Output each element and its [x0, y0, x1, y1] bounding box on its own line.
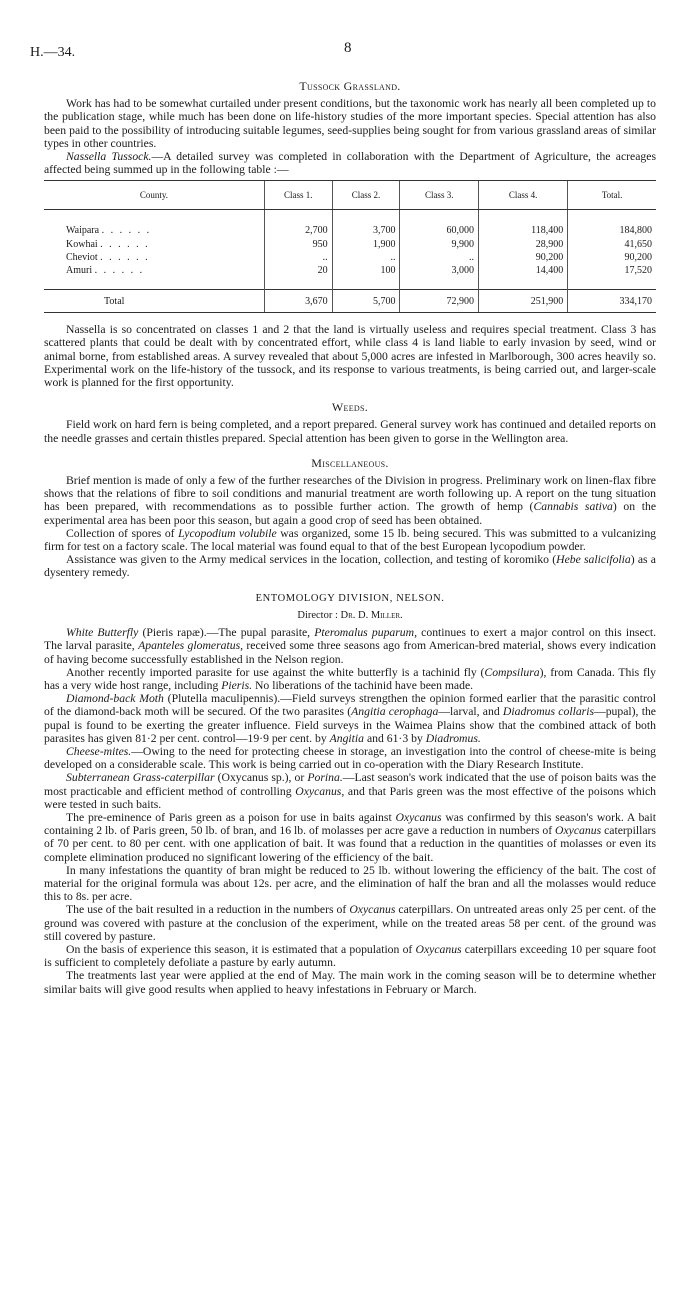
table-cell: 20 [264, 264, 332, 290]
table-cell: 100 [332, 264, 400, 290]
table-cell: .. [400, 251, 479, 264]
paragraph: In many infestations the quantity of bran might be reduced to 25 lb. without lowering the efficiency of the bait. The cost of material for the original formula was about 12s. per acre, and the elimination of half the bran and all the molasses would reduce this to 8s. per acre. [44, 863, 656, 904]
acreage-table [44, 180, 656, 313]
table-cell: 72,900 [400, 290, 479, 313]
table-row [44, 210, 656, 238]
section-heading-weeds: Weeds. [331, 400, 369, 415]
paragraph: Subterranean Grass-caterpillar (Oxycanus sp.), or Porina.—Last season's work indicated that the use of poison baits was the most practicable and efficient method of controlling Oxycanus, and that Paris green was the most effective of the poisons which were tested in such baits. [44, 771, 657, 811]
table-header: Class 3. [400, 181, 479, 210]
table-cell: 90,200 [568, 251, 656, 264]
table-header: Class 1. [264, 181, 332, 210]
table-cell: 17,520 [568, 264, 656, 290]
table-header: Class 4. [478, 181, 567, 210]
table-cell: 90,200 [478, 251, 567, 264]
table-cell: 2,700 [264, 210, 332, 238]
page-content [44, 76, 656, 996]
table-header: County. [44, 181, 264, 210]
table-header-row [44, 181, 656, 210]
table-cell: 1,900 [332, 238, 400, 251]
table-cell: Amuri . . . . . . [66, 265, 145, 277]
table-cell: 334,170 [568, 290, 656, 313]
table-cell: 14,400 [478, 264, 567, 290]
table-row [44, 264, 656, 290]
table-cell: Waipara . . . . . . [66, 225, 152, 237]
paragraph: Collection of spores of Lycopodium volubile was organized, some 15 lb. being secured. This was submitted to a vulcanizing firm for test on a factory scale. The local material was found equal to that of the best European lycopodium powder. [44, 526, 657, 554]
paragraph: Work has had to be somewhat curtailed under present conditions, but the taxonomic work has nearly all been completed up to the publication stage, while much has been done on life-history studies of the more important species. Special attention has also been paid to the possibility of introducing suitable legumes, seed-supplies being sought for from various grassland areas of similar types in other countries. [44, 97, 656, 150]
paragraph: The pre-eminence of Paris green as a poison for use in baits against Oxycanus was confirmed by this season's work. A bait containing 2 lb. of Paris green, 50 lb. of bran, and 16 lb. of molasses per acre gave a reduction in numbers of Oxycanus caterpillars of 70 per cent. to 80 per cent. with one application of bait. It was found that a reduction in the quantities of molasses or even its complete elimination produced no significant lowering of the efficiency of the bait. [44, 810, 656, 864]
table-cell: 3,670 [264, 290, 332, 313]
table-cell: 41,650 [568, 238, 656, 251]
table-cell: .. [264, 251, 332, 264]
table-header: Total. [568, 181, 656, 210]
paragraph: Another recently imported parasite for use against the white butterfly is a tachinid fly (Compsilura), from Canada. This fly has a very wide host range, including Pieris. No liberations of the tachinid have been made. [44, 665, 656, 692]
director-line: Director : Dr. D. Miller. [297, 609, 403, 621]
table-cell: 251,900 [478, 290, 567, 313]
table-cell: 28,900 [478, 238, 567, 251]
table-cell: 9,900 [400, 238, 479, 251]
paragraph: Nassella Tussock.—A detailed survey was completed in collaboration with the Department of Agriculture, the acreages affected being summed up in the following table :— [44, 150, 656, 177]
table-cell: Total [44, 290, 264, 313]
table-cell: 3,700 [332, 210, 400, 238]
paragraph: Brief mention is made of only a few of the further researches of the Division in progress. Preliminary work on linen-flax fibre shows that the relations of fibre to soil conditions and manurial treatment are worth following up. A report on the tung situation has been prepared, with recommendations as to possible further action. The growth of hemp (Cannabis sativa) on the experimental area has been poor this season, but again a good crop of seed has been obtained. [44, 474, 657, 527]
table-cell: Cheviot . . . . . . [66, 251, 150, 263]
paragraph: Assistance was given to the Army medical services in the location, collection, and testing of koromiko (Hebe salicifolia) as a dysentery remedy. [44, 553, 656, 580]
paragraph: Nassella is so concentrated on classes 1 and 2 that the land is virtually useless and requires special treatment. Class 3 has scattered plants that could be dealt with by concentrated effort, while class 4 is land liable to early invasion by seed, wind or animal borne, from established areas. A survey revealed that about 5,000 acres are infested in Marlborough, 300 acres heavily so. Experimental work on the life-history of the tussock, and its response to various treatments, is being carried out, and larger-scale work is planned for the first opportunity. [44, 323, 656, 390]
table-row [44, 238, 656, 251]
paragraph: White Butterfly (Pieris rapæ).—The pupal parasite, Pteromalus puparum, continues to exert a major control on this insect. The larval parasite, Apanteles glomeratus, received some three seasons ago from American-bred material, shows every indication of having become successfully established in the Nelson region. [44, 626, 657, 666]
section-heading-misc: Miscellaneous. [311, 455, 389, 470]
table-header: Class 2. [332, 181, 400, 210]
paragraph: On the basis of experience this season, it is estimated that a population of Oxycanus caterpillars exceeding 10 per square foot is sufficient to completely defoliate a pasture by early autumn. [44, 942, 656, 970]
page-number: 8 [344, 40, 352, 56]
paragraph: Diamond-back Moth (Plutella maculipennis).—Field surveys strengthen the opinion formed earlier that the parasitic control of the diamond-back moth will be secured. Of the two parasites (Angitia cerophaga—larval, and Diadromus collaris—pupal), the pupal is found to be exerting the greater influence. Field surveys in the Waimea Plains show that the combined attack of both parasites has given 81·2 per cent. control—19·9 per cent. by Angitia and 61·3 by Diadromus. [44, 692, 656, 745]
table-cell: 5,700 [332, 290, 400, 313]
table-cell: 950 [264, 238, 332, 251]
table-total-row [44, 290, 656, 313]
paragraph: The use of the bait resulted in a reduction in the numbers of Oxycanus caterpillars. On untreated areas only 25 per cent. of the ground was covered with pasture at the conclusion of the experiment, while on the treated areas 58 per cent. of the ground was still covered by pasture. [44, 903, 656, 943]
paragraph: Field work on hard fern is being completed, and a report prepared. General survey work has continued and detailed reports on the needle grasses and certain thistles prepared. Special attention has been given to gorse in the Wellington area. [44, 418, 656, 445]
table-cell: .. [332, 251, 400, 264]
table-row [44, 251, 656, 264]
section-heading-tussock: Tussock Grassland. [299, 79, 401, 93]
section-heading-entomology: ENTOMOLOGY DIVISION, NELSON. [255, 592, 445, 604]
document-reference: H.—34. [30, 45, 76, 60]
table-cell: Kowhai . . . . . . [66, 238, 150, 250]
paragraph: The treatments last year were applied at the end of May. The main work in the coming season will be to determine whether similar baits will give good results when applied to heavy infestations in February or March. [44, 969, 656, 996]
italic-lead: Nassella Tussock. [66, 150, 152, 164]
table-cell: 60,000 [400, 210, 479, 238]
table-cell: 184,800 [568, 210, 656, 238]
paragraph: Cheese-mites.—Owing to the need for protecting cheese in storage, an investigation into the control of cheese-mite is being developed on a considerable scale. This work is being carried out in co-operation with the Diary Research Institute. [44, 744, 656, 772]
table-cell: 3,000 [400, 264, 479, 290]
table-cell: 118,400 [478, 210, 567, 238]
